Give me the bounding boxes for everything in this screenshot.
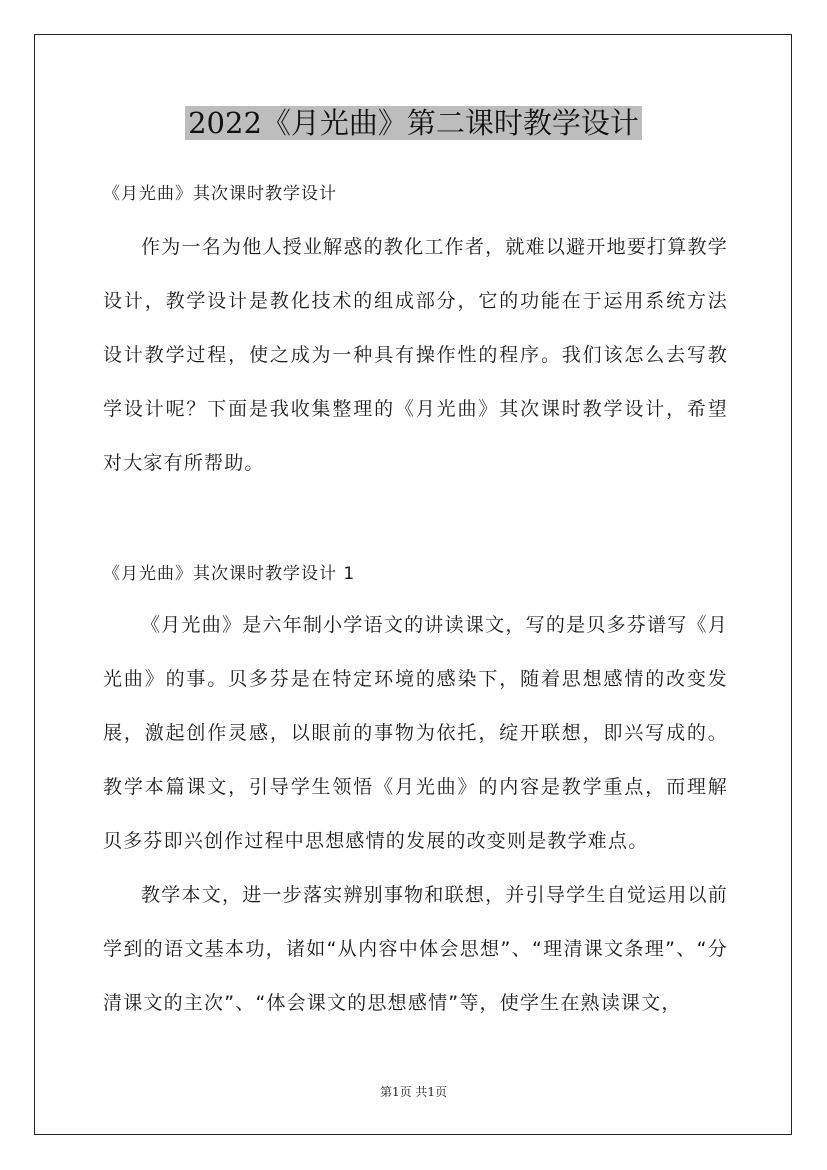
body-paragraph-1: 《月光曲》是六年制小学语文的讲读课文，写的是贝多芬谱写《月光曲》的事。贝多芬是在特定环境的感染下，随着思想感情的改变发展，激起创作灵感，以眼前的事物为依托，绽开联想，即兴写成的。教学本篇课文，引导学生领悟《月光曲》的内容是教学重点，而理解贝多芬即兴创作过程中思想感情的发展的改变则是教学难点。 — [103, 614, 728, 852]
intro-paragraph: 作为一名为他人授业解惑的教化工作者，就难以避开地要打算教学设计，教学设计是教化技术的组成部分，它的功能在于运用系统方法设计教学过程，使之成为一种具有操作性的程序。我们该怎么去写教学设计呢？下面是我收集整理的《月光曲》其次课时教学设计，希望对大家有所帮助。 — [103, 236, 728, 474]
document-title-text: 2022《月光曲》第二课时教学设计 — [185, 106, 642, 140]
intro-block — [103, 220, 728, 490]
section-heading-1: 《月光曲》其次课时教学设计 1 — [103, 564, 356, 584]
page-footer: 第1页 共1页 — [379, 1085, 448, 1099]
section-heading: 《月光曲》其次课时教学设计 — [103, 184, 337, 204]
document-title — [0, 103, 827, 143]
section-1-block — [103, 598, 728, 1030]
body-paragraph-2: 教学本文，进一步落实辨别事物和联想，并引导学生自觉运用以前学到的语文基本功，诸如“从内容中体会思想”、“理清课文条理”、“分清课文的主次”、“体会课文的思想感情”等，使学生在熟读课文， — [103, 884, 728, 1014]
